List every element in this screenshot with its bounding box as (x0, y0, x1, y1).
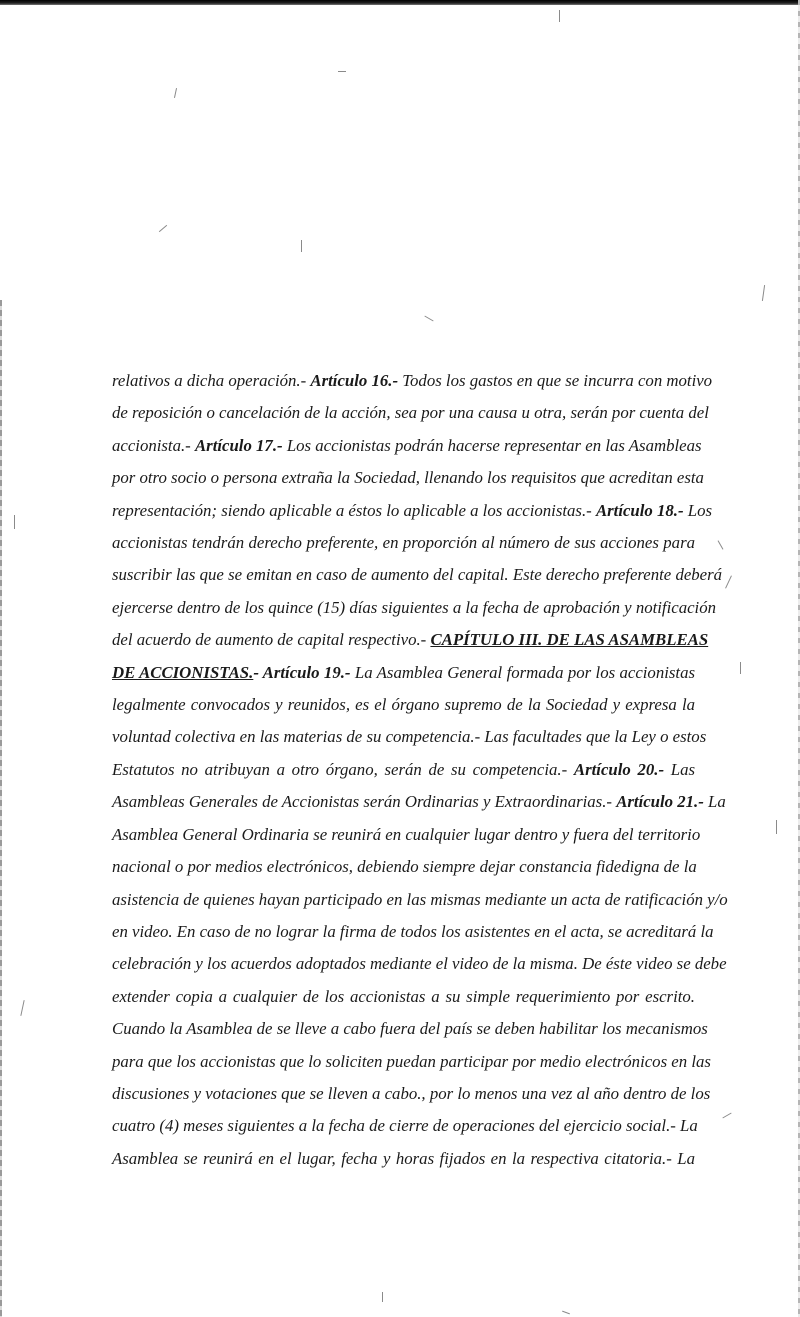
text-line (112, 657, 695, 689)
text-segment: La (703, 792, 726, 812)
scan-speck (559, 10, 560, 22)
article-label: Artículo 20.- (573, 759, 665, 779)
article-label: Artículo 17.- (194, 435, 283, 455)
text-segment: discusiones y votaciones que se lleven a cabo., por lo menos una vez al año dentro de los (112, 1083, 711, 1103)
text-line (112, 1110, 698, 1142)
text-line (112, 721, 707, 753)
text-segment: ejercerse dentro de los quince (15) días siguientes a la fecha de aprobación y notificación (112, 597, 716, 617)
scan-speck (762, 285, 765, 301)
chapter-heading: DE ACCIONISTAS. (112, 662, 254, 682)
text-line (112, 365, 713, 397)
text-segment: del acuerdo de aumento de capital respectivo.- (112, 630, 431, 650)
scan-speck (20, 1000, 24, 1016)
text-line (112, 916, 714, 948)
text-line (112, 1046, 711, 1078)
text-segment: de reposición o cancelación de la acción, sea por una causa u otra, serán por cuenta del (112, 403, 709, 423)
text-line (112, 1143, 695, 1175)
text-segment: Cuando la Asamblea de se lleve a cabo fuera del país se deben habilitar los mecanismos (112, 1019, 708, 1039)
left-scan-edge (0, 300, 2, 1317)
text-line (112, 786, 726, 818)
article-label: Artículo 18.- (595, 500, 684, 520)
text-line (112, 689, 695, 721)
text-line (112, 397, 709, 429)
scan-speck (382, 1292, 383, 1302)
text-segment: accionistas tendrán derecho preferente, en proporción al número de sus acciones para (112, 533, 695, 553)
text-segment: Asambleas Generales de Accionistas serán Ordinarias y Extraordinarias.- (112, 792, 617, 812)
text-line (112, 495, 713, 527)
top-scan-border (0, 0, 800, 5)
text-line (112, 851, 695, 883)
scan-speck (301, 240, 302, 252)
document-body (112, 365, 728, 1175)
article-label: Artículo 16.- (310, 371, 399, 390)
scan-speck (740, 662, 741, 674)
chapter-heading: CAPÍTULO III. DE LAS ASAMBLEAS (430, 630, 709, 650)
text-segment: celebración y los acuerdos adoptados mediante el video de la misma. De éste video se debe (112, 954, 727, 974)
text-segment: por otro socio o persona extraña la Sociedad, llenando los requisitos que acreditan esta (112, 468, 704, 488)
text-segment: extender copia a cualquier de los accionistas a su simple requerimiento por escrito. (112, 986, 695, 1006)
text-line (112, 527, 695, 559)
scan-speck (725, 575, 732, 588)
text-segment: en video. En caso de no lograr la firma de todos los asistentes en el acta, se acreditará la (112, 921, 714, 941)
text-segment: Las (664, 759, 695, 779)
text-line (112, 592, 716, 624)
text-line (112, 884, 728, 916)
scan-speck (174, 88, 177, 98)
text-segment: Estatutos no atribuyan a otro órgano, serán de su competencia.- (112, 759, 574, 779)
text-segment: Asamblea General Ordinaria se reunirá en cualquier lugar dentro y fuera del territorio (112, 824, 701, 844)
text-segment: Los accionistas podrán hacerse representar en las Asambleas (282, 435, 702, 455)
text-segment: Los (683, 500, 713, 520)
text-segment: legalmente convocados y reunidos, es el órgano supremo de la Sociedad y expresa la (112, 695, 695, 715)
scan-speck (776, 820, 777, 834)
text-segment: para que los accionistas que lo soliciten puedan participar por medio electrónicos en las (112, 1051, 711, 1071)
text-segment: cuatro (4) meses siguientes a la fecha de cierre de operaciones del ejercicio social.- La (112, 1116, 698, 1136)
text-segment: suscribir las que se emitan en caso de aumento del capital. Este derecho preferente deberá (112, 565, 723, 585)
text-line (112, 1078, 711, 1110)
scan-speck (424, 316, 433, 322)
scan-speck (722, 1113, 731, 1119)
scan-speck (14, 515, 15, 529)
text-segment: asistencia de quienes hayan participado en las mismas mediante un acta de ratificación y/o (112, 889, 728, 909)
text-line (112, 819, 701, 851)
text-segment: relativos a dicha operación.- (112, 371, 311, 390)
text-segment: voluntad colectiva en las materias de su competencia.- Las facultades que la Ley o estos (112, 727, 707, 747)
scan-speck (159, 225, 167, 232)
text-segment: Todos los gastos en que se incurra con motivo (398, 371, 713, 390)
text-line (112, 462, 704, 494)
text-line (112, 430, 702, 462)
text-segment: La Asamblea General formada por los accionistas (350, 662, 695, 682)
article-label: - Artículo 19.- (253, 662, 351, 682)
scan-speck (338, 71, 346, 72)
text-segment: accionista.- (112, 435, 195, 455)
text-line (112, 624, 709, 656)
text-line (112, 754, 695, 786)
article-label: Artículo 21.- (616, 792, 704, 812)
scan-speck (718, 540, 724, 549)
scan-speck (562, 1311, 570, 1315)
text-segment: Asamblea se reunirá en el lugar, fecha y horas fijados en la respectiva citatoria.- La (112, 1148, 695, 1168)
text-segment: nacional o por medios electrónicos, debiendo siempre dejar constancia fidedigna de la (112, 857, 697, 877)
text-line (112, 559, 723, 591)
text-segment: representación; siendo aplicable a éstos lo aplicable a los accionistas.- (112, 500, 596, 520)
text-line (112, 981, 695, 1013)
text-line (112, 948, 727, 980)
text-line (112, 1013, 708, 1045)
